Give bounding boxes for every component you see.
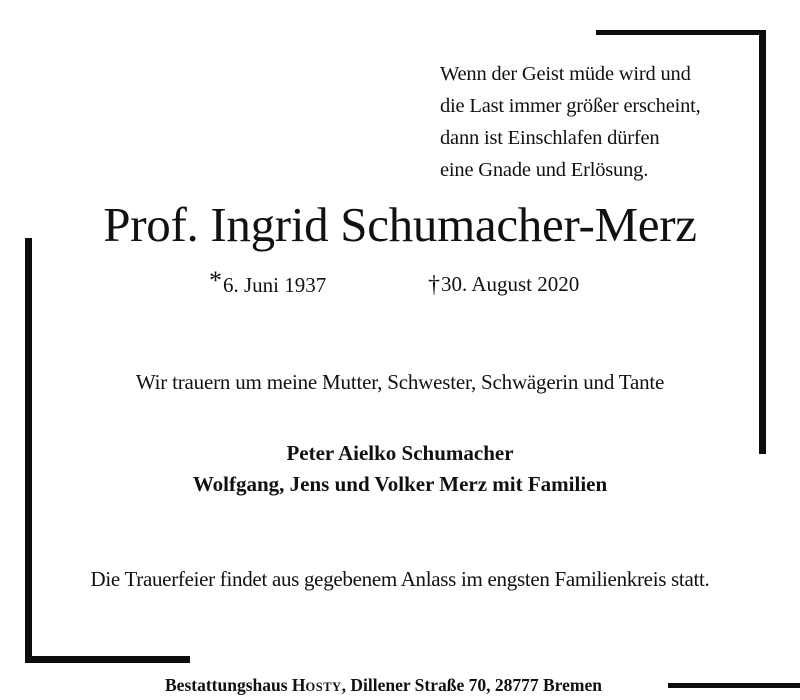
funeral-home-name-rest: OSTY <box>305 680 342 694</box>
funeral-home-name-initial: H <box>291 675 306 695</box>
deceased-name: Prof. Ingrid Schumacher-Merz <box>103 197 697 252</box>
family-names <box>0 438 800 500</box>
funeral-home-address: , Dillener Straße 70, 28777 Bremen <box>341 675 602 695</box>
birth-date-text: 6. Juni 1937 <box>223 273 327 297</box>
funeral-home <box>165 673 602 699</box>
poem-line: dann ist Einschlafen dürfen <box>440 127 660 149</box>
poem-line: Wenn der Geist müde wird und <box>440 63 691 85</box>
bottom-right-rule <box>668 683 800 688</box>
funeral-home-prefix: Bestattungshaus <box>165 675 292 695</box>
ceremony-text: Die Trauerfeier findet aus gegebenem Anlass im engsten Familienkreis statt. <box>90 567 710 591</box>
poem-line: eine Gnade und Erlösung. <box>440 159 649 181</box>
family-line: Peter Aielko Schumacher <box>286 441 514 465</box>
poem-line: die Last immer größer erscheint, <box>440 95 701 117</box>
mourning-text: Wir trauern um meine Mutter, Schwester, Schwägerin und Tante <box>135 370 665 394</box>
birth-date <box>209 266 327 299</box>
top-right-border-horizontal <box>596 30 766 35</box>
family-line: Wolfgang, Jens und Volker Merz mit Familien <box>192 472 608 496</box>
death-date <box>428 270 579 298</box>
poem <box>440 58 701 186</box>
bottom-left-border-horizontal <box>25 656 190 663</box>
birth-symbol: * <box>209 266 222 295</box>
death-date-text: 30. August 2020 <box>441 272 580 296</box>
cross-icon: † <box>428 272 440 298</box>
